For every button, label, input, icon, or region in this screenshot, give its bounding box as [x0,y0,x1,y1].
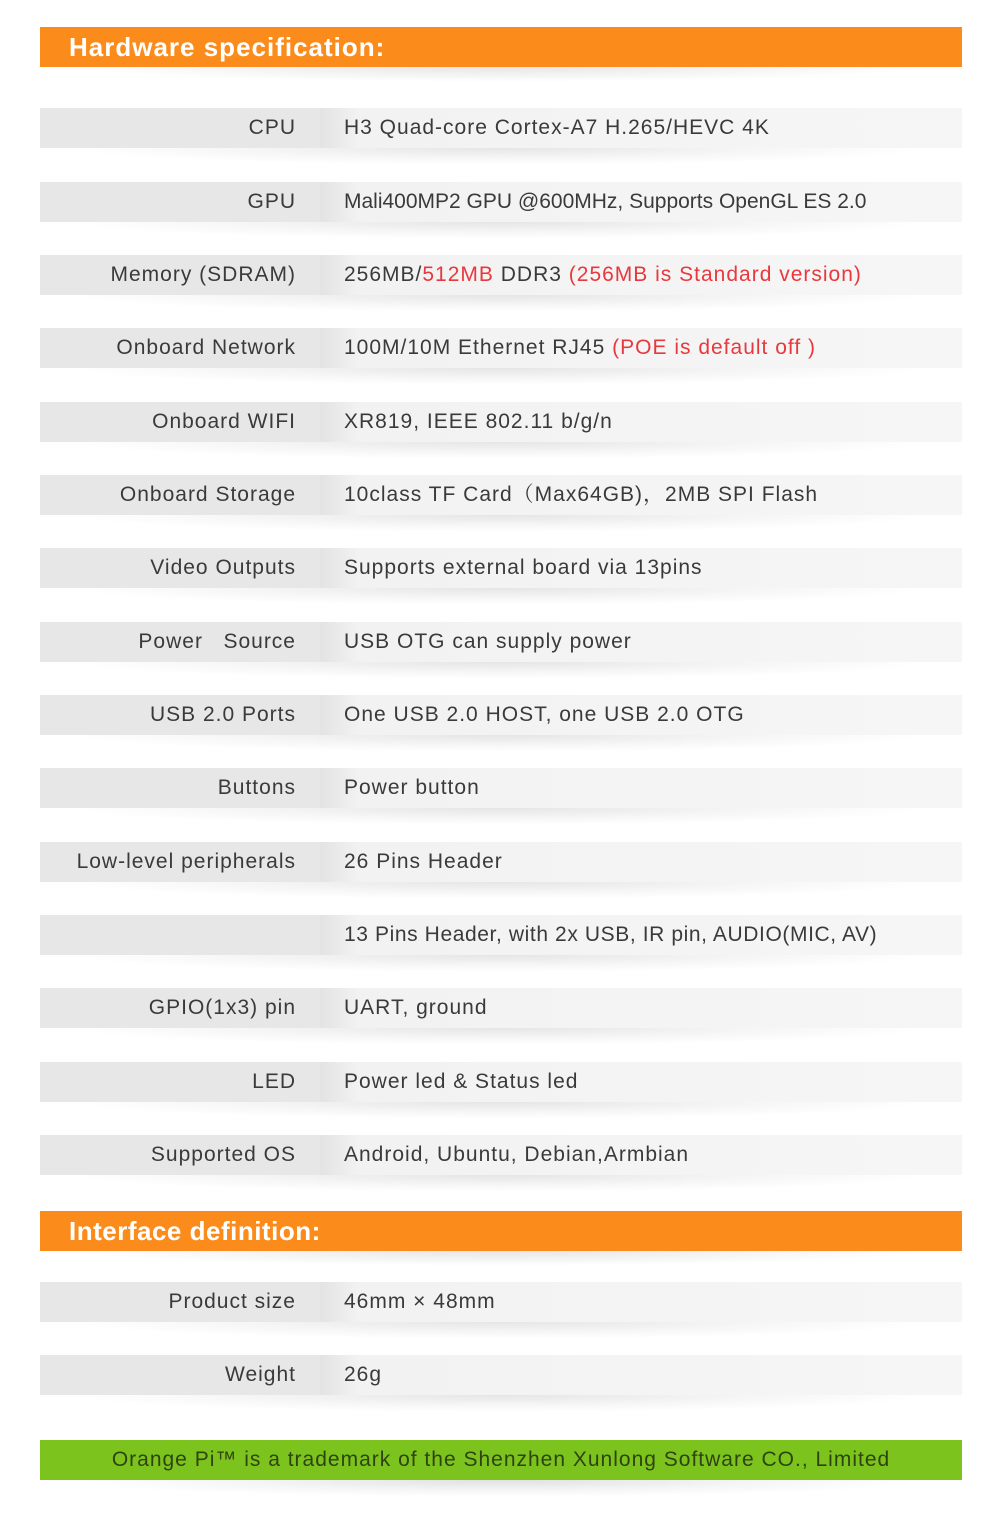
row-shadow [90,1395,910,1411]
interface-definition-heading: Interface definition: [40,1211,962,1251]
spec-label: Power Source [40,622,320,662]
spec-row-cpu [40,108,962,148]
spec-label: Video Outputs [40,548,320,588]
row-shadow [90,1322,910,1338]
spec-value: UART, ground [320,988,962,1028]
spec-row-product-size [40,1282,962,1322]
row-shadow [90,442,910,458]
spec-row-weight [40,1355,962,1395]
spec-value: 13 Pins Header, with 2x USB, IR pin, AUDIO(MIC, AV) [320,915,962,955]
spec-row-led [40,1062,962,1102]
row-shadow [90,588,910,604]
row-shadow [90,735,910,751]
row-shadow [90,1028,910,1044]
row-shadow [90,808,910,824]
spec-value: Mali400MP2 GPU @600MHz, Supports OpenGL ES 2.0 [320,182,962,222]
spec-row-buttons [40,768,962,808]
spec-label: Memory (SDRAM) [40,255,320,295]
memory-type-text: DDR3 [493,263,569,286]
row-shadow [90,368,910,384]
spec-label [40,915,320,955]
spec-row-usb-ports [40,695,962,735]
spec-label: LED [40,1062,320,1102]
spec-label: GPU [40,182,320,222]
row-shadow [90,1175,910,1191]
network-note-text: (POE is default off ) [612,336,816,359]
spec-label: Product size [40,1282,320,1322]
trademark-footer: Orange Pi™ is a trademark of the Shenzhen Xunlong Software CO., Limited [40,1440,962,1480]
spec-value: One USB 2.0 HOST, one USB 2.0 OTG [320,695,962,735]
spec-value: Power button [320,768,962,808]
spec-value: 26 Pins Header [320,842,962,882]
memory-note-text: (256MB is Standard version) [568,263,862,286]
spec-value: 10class TF Card（Max64GB)，2MB SPI Flash [320,475,962,515]
spec-value: Android, Ubuntu, Debian,Armbian [320,1135,962,1175]
spec-value: 46mm × 48mm [320,1282,962,1322]
row-shadow [90,515,910,531]
spec-row-peripherals-extra [40,915,962,955]
memory-upgrade-text: 512MB [422,263,494,286]
spec-label: Buttons [40,768,320,808]
spec-row-gpio [40,988,962,1028]
spec-value [320,328,962,368]
spec-label: Low-level peripherals [40,842,320,882]
spec-value: Supports external board via 13pins [320,548,962,588]
network-text: 100M/10M Ethernet RJ45 [344,336,613,359]
spec-value: XR819, IEEE 802.11 b/g/n [320,402,962,442]
row-shadow [90,295,910,311]
spec-value [320,255,962,295]
banner-shadow [90,1251,910,1265]
row-shadow [90,662,910,678]
spec-label: Onboard WIFI [40,402,320,442]
spec-value: H3 Quad-core Cortex-A7 H.265/HEVC 4K [320,108,962,148]
memory-base-text: 256MB/ [344,263,423,286]
row-shadow [90,222,910,238]
spec-row-memory [40,255,962,295]
footer-shadow [90,1480,910,1496]
spec-value: 26g [320,1355,962,1395]
row-shadow [90,148,910,164]
spec-label: CPU [40,108,320,148]
banner-shadow [90,67,910,81]
spec-row-wifi [40,402,962,442]
spec-label: USB 2.0 Ports [40,695,320,735]
spec-value: Power led & Status led [320,1062,962,1102]
spec-row-gpu [40,182,962,222]
spec-label: Onboard Storage [40,475,320,515]
spec-row-supported-os [40,1135,962,1175]
row-shadow [90,882,910,898]
hardware-specification-heading: Hardware specification: [40,27,962,67]
spec-row-video-outputs [40,548,962,588]
row-shadow [90,1102,910,1118]
spec-label: Supported OS [40,1135,320,1175]
spec-label: Weight [40,1355,320,1395]
spec-value: USB OTG can supply power [320,622,962,662]
row-shadow [90,955,910,971]
spec-row-power-source [40,622,962,662]
spec-label: GPIO(1x3) pin [40,988,320,1028]
spec-label: Onboard Network [40,328,320,368]
spec-row-network [40,328,962,368]
spec-row-storage [40,475,962,515]
spec-row-peripherals [40,842,962,882]
